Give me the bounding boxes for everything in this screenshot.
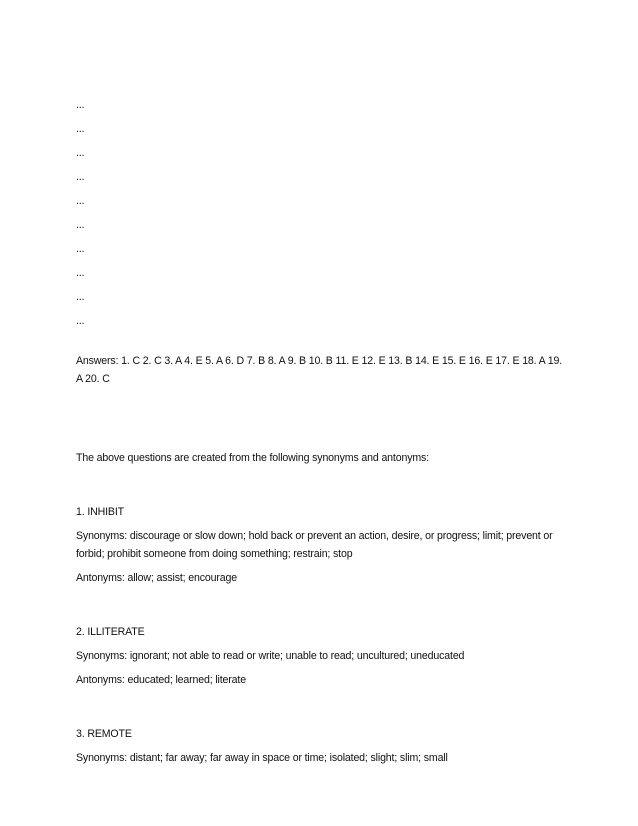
entry-synonyms: Synonyms: ignorant; not able to read or write; unable to read; uncultured; uneducated (76, 650, 465, 662)
intro-text: The above questions are created from the following synonyms and antonyms: (76, 452, 429, 464)
answer-key: Answers: 1. C 2. C 3. A 4. E 5. A 6. D 7. B 8. A 9. B 10. B 11. E 12. E 13. B 14. E 15. E 16. E 17. E 18. A 19. A 20. C (76, 355, 563, 385)
ellipsis-line: ... (76, 123, 85, 135)
entry-heading: 1. INHIBIT (76, 506, 124, 518)
entry-inhibit (76, 503, 566, 587)
ellipsis-line: ... (76, 147, 85, 159)
ellipsis-line: ... (76, 243, 85, 255)
document-body (76, 96, 566, 767)
entry-heading: 2. ILLITERATE (76, 626, 145, 638)
entry-synonyms: Synonyms: distant; far away; far away in space or time; isolated; slight; slim; small (76, 752, 448, 764)
ellipsis-line: ... (76, 99, 85, 111)
ellipsis-line: ... (76, 195, 85, 207)
ellipsis-line: ... (76, 291, 85, 303)
ellipsis-line: ... (76, 315, 85, 327)
ellipsis-list (76, 96, 566, 336)
ellipsis-line: ... (76, 171, 85, 183)
entry-antonyms: Antonyms: allow; assist; encourage (76, 572, 237, 584)
ellipsis-line: ... (76, 219, 85, 231)
entry-heading: 3. REMOTE (76, 728, 132, 740)
entry-illiterate (76, 623, 566, 689)
ellipsis-line: ... (76, 267, 85, 279)
entry-remote (76, 725, 566, 767)
entry-synonyms: Synonyms: discourage or slow down; hold back or prevent an action, desire, or progress; limit; prevent or forbid; prohibit someone from doing something; restrain; stop (76, 530, 553, 560)
entry-antonyms: Antonyms: educated; learned; literate (76, 674, 246, 686)
